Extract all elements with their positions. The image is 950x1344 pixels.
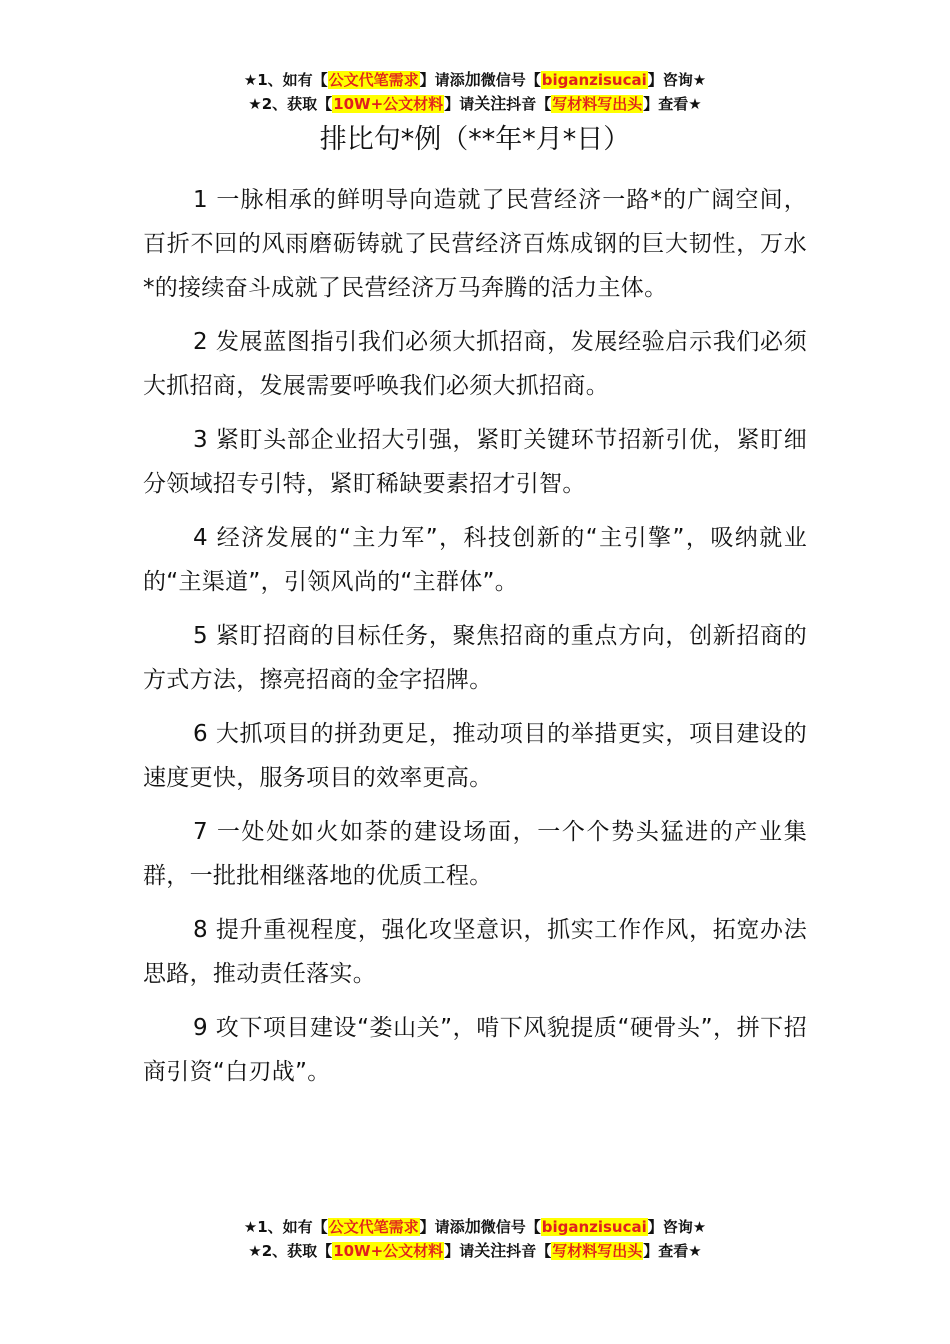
- document-body: [143, 178, 807, 1104]
- paragraph-2: 2 发展蓝图指引我们必须大抓招商，发展经验启示我们必须大抓招商，发展需要呼唤我们必须大抓招商。: [143, 329, 807, 399]
- highlight-wechat-id: biganzisucai: [541, 1218, 647, 1236]
- banner-text: 微信号【: [480, 1218, 541, 1236]
- banner-emphasis: 加: [464, 1217, 481, 1236]
- highlight-wechat-id: biganzisucai: [541, 71, 647, 89]
- banner-text: 】咨询★: [647, 71, 707, 89]
- page-title: 排比句*例（**年*月*日）: [319, 124, 631, 155]
- paragraph-6: 6 大抓项目的拼劲更足，推动项目的举措更实，项目建设的速度更快，服务项目的效率更高。: [143, 721, 807, 791]
- banner-text: 】请添: [419, 71, 465, 89]
- banner-emphasis: 加: [464, 70, 481, 89]
- banner-emphasis: 关注: [474, 94, 507, 113]
- highlight-douyin-account: 写材料写出头: [552, 95, 643, 113]
- banner-line-2: [0, 92, 950, 116]
- paragraph-9: 9 攻下项目建设“娄山关”，啃下风貌提质“硬骨头”，拼下招商引资“白刃战”。: [143, 1015, 807, 1085]
- banner-text: 】查看★: [643, 1242, 702, 1260]
- banner-text: 】请: [444, 1242, 475, 1260]
- banner-text: 】咨询★: [647, 1218, 707, 1236]
- banner-text: ★1、如有【: [243, 1218, 328, 1236]
- banner-line-2: [0, 1239, 950, 1263]
- highlight-materials: 10W+公文材料: [333, 1242, 444, 1260]
- paragraph-5: 5 紧盯招商的目标任务，聚焦招商的重点方向，创新招商的方式方法，擦亮招商的金字招牌。: [143, 623, 807, 693]
- banner-text: 抖音【: [506, 1242, 552, 1260]
- banner-text: ★2、获取【: [248, 95, 333, 113]
- paragraph-7: 7 一处处如火如荼的建设场面，一个个势头猛进的产业集群，一批批相继落地的优质工程。: [143, 819, 807, 889]
- footer-banner: [0, 1215, 950, 1263]
- banner-text: 】请添: [419, 1218, 465, 1236]
- paragraph-1: 1 一脉相承的鲜明导向造就了民营经济一路*的广阔空间，百折不回的风雨磨砺铸就了民营经济百炼成钢的巨大韧性，万水*的接续奋斗成就了民营经济万马奔腾的活力主体。: [143, 187, 807, 301]
- paragraph-8: 8 提升重视程度，强化攻坚意识，抓实工作作风，拓宽办法思路，推动责任落实。: [143, 917, 807, 987]
- banner-text: ★1、如有【: [243, 71, 328, 89]
- banner-text: 】查看★: [643, 95, 702, 113]
- paragraph-4: 4 经济发展的“主力军”，科技创新的“主引擎”，吸纳就业的“主渠道”，引领风尚的“主群体”。: [143, 525, 807, 595]
- highlight-materials: 10W+公文材料: [333, 95, 444, 113]
- banner-text: ★2、获取【: [248, 1242, 333, 1260]
- banner-line-1: [0, 68, 950, 92]
- highlight-service: 公文代笔需求: [328, 1218, 419, 1236]
- paragraph-3: 3 紧盯头部企业招大引强，紧盯关键环节招新引优，紧盯细分领域招专引特，紧盯稀缺要素招才引智。: [143, 427, 807, 497]
- header-banner: [0, 68, 950, 116]
- banner-text: 】请: [444, 95, 475, 113]
- banner-emphasis: 关注: [474, 1241, 507, 1260]
- highlight-douyin-account: 写材料写出头: [552, 1242, 643, 1260]
- banner-line-1: [0, 1215, 950, 1239]
- banner-text: 抖音【: [506, 95, 552, 113]
- highlight-service: 公文代笔需求: [328, 71, 419, 89]
- banner-text: 微信号【: [480, 71, 541, 89]
